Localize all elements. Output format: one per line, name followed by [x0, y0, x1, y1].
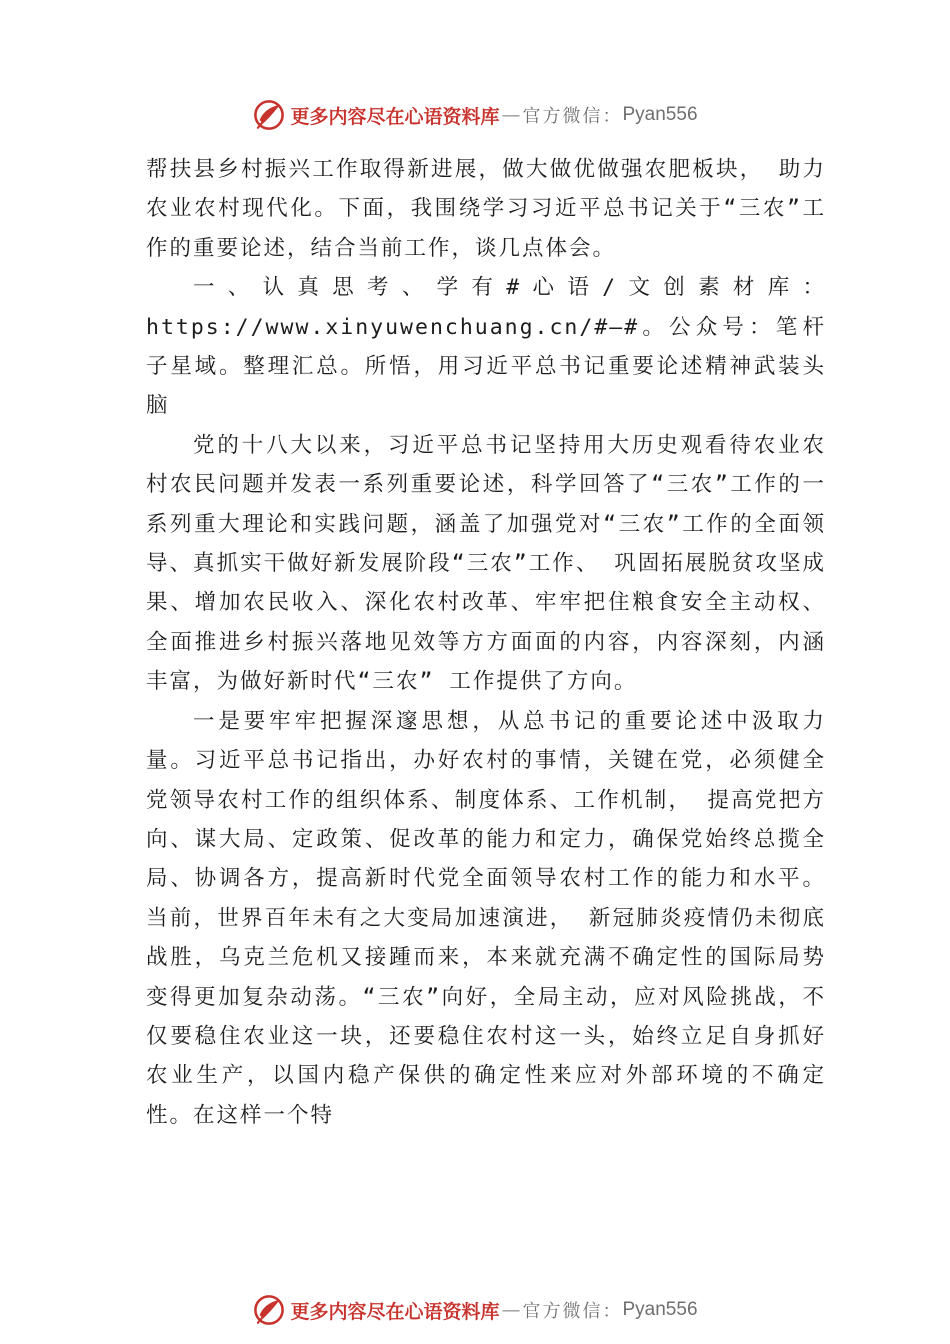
footer-separator: —	[501, 1299, 521, 1321]
header-separator: —	[501, 104, 521, 126]
brand-logo-icon	[252, 98, 286, 132]
header-banner	[0, 95, 950, 135]
header-wechat-id: Pyan556	[622, 104, 698, 125]
footer-official-label: 官方微信：	[522, 1301, 623, 1322]
document-body	[146, 150, 826, 1135]
footer-brand-text: 更多内容尽在心语资料库	[290, 1300, 500, 1323]
footer-wechat-id: Pyan556	[622, 1299, 698, 1320]
brand-logo-icon	[252, 1293, 286, 1327]
paragraph-2-heading: 一、认真思考、学有#心语/文创素材库：https://www.xinyuwenchuang.cn/#—#。公众号：笔杆子星域。整理汇总。所悟，用习近平总书记重要论述精神武装头脑	[146, 275, 826, 419]
paragraph-1: 帮扶县乡村振兴工作取得新进展，做大做优做强农肥板块， 助力农业农村现代化。下面，我围绕学习习近平总书记关于“三农”工作的重要论述，结合当前工作，谈几点体会。	[146, 157, 826, 261]
paragraph-4: 一是要牢牢把握深邃思想，从总书记的重要论述中汲取力量。习近平总书记指出，办好农村的事情，关键在党，必须健全党领导农村工作的组织体系、制度体系、工作机制， 提高党把方向、谋大局、定政策、促改革的能力和定力，确保党始终总揽全局、协调各方，提高新时代党全面领导农村工作的能力和水平。当前，世界百年未有之大变局加速演进， 新冠肺炎疫情仍未彻底战胜，乌克兰危机又接踵而来，本来就充满不确定性的国际局势变得更加复杂动荡。“三农”向好，全局主动，应对风险挑战，不仅要稳住农业这一块，还要稳住农村这一头，始终立足自身抓好农业生产，以国内稳产保供的确定性来应对外部环境的不确定性。在这样一个特	[146, 708, 826, 1128]
paragraph-3: 党的十八大以来，习近平总书记坚持用大历史观看待农业农村农民问题并发表一系列重要论述，科学回答了“三农”工作的一系列重大理论和实践问题，涵盖了加强党对“三农”工作的全面领导、真抓实干做好新发展阶段“三农”工作、 巩固拓展脱贫攻坚成果、增加农民收入、深化农村改革、牢牢把住粮食安全主动权、全面推进乡村振兴落地见效等方方面面的内容，内容深刻，内涵丰富，为做好新时代“三农” 工作提供了方向。	[146, 432, 826, 695]
header-official-label: 官方微信：	[522, 106, 623, 127]
footer-banner	[0, 1290, 950, 1330]
header-brand-text: 更多内容尽在心语资料库	[290, 105, 500, 128]
